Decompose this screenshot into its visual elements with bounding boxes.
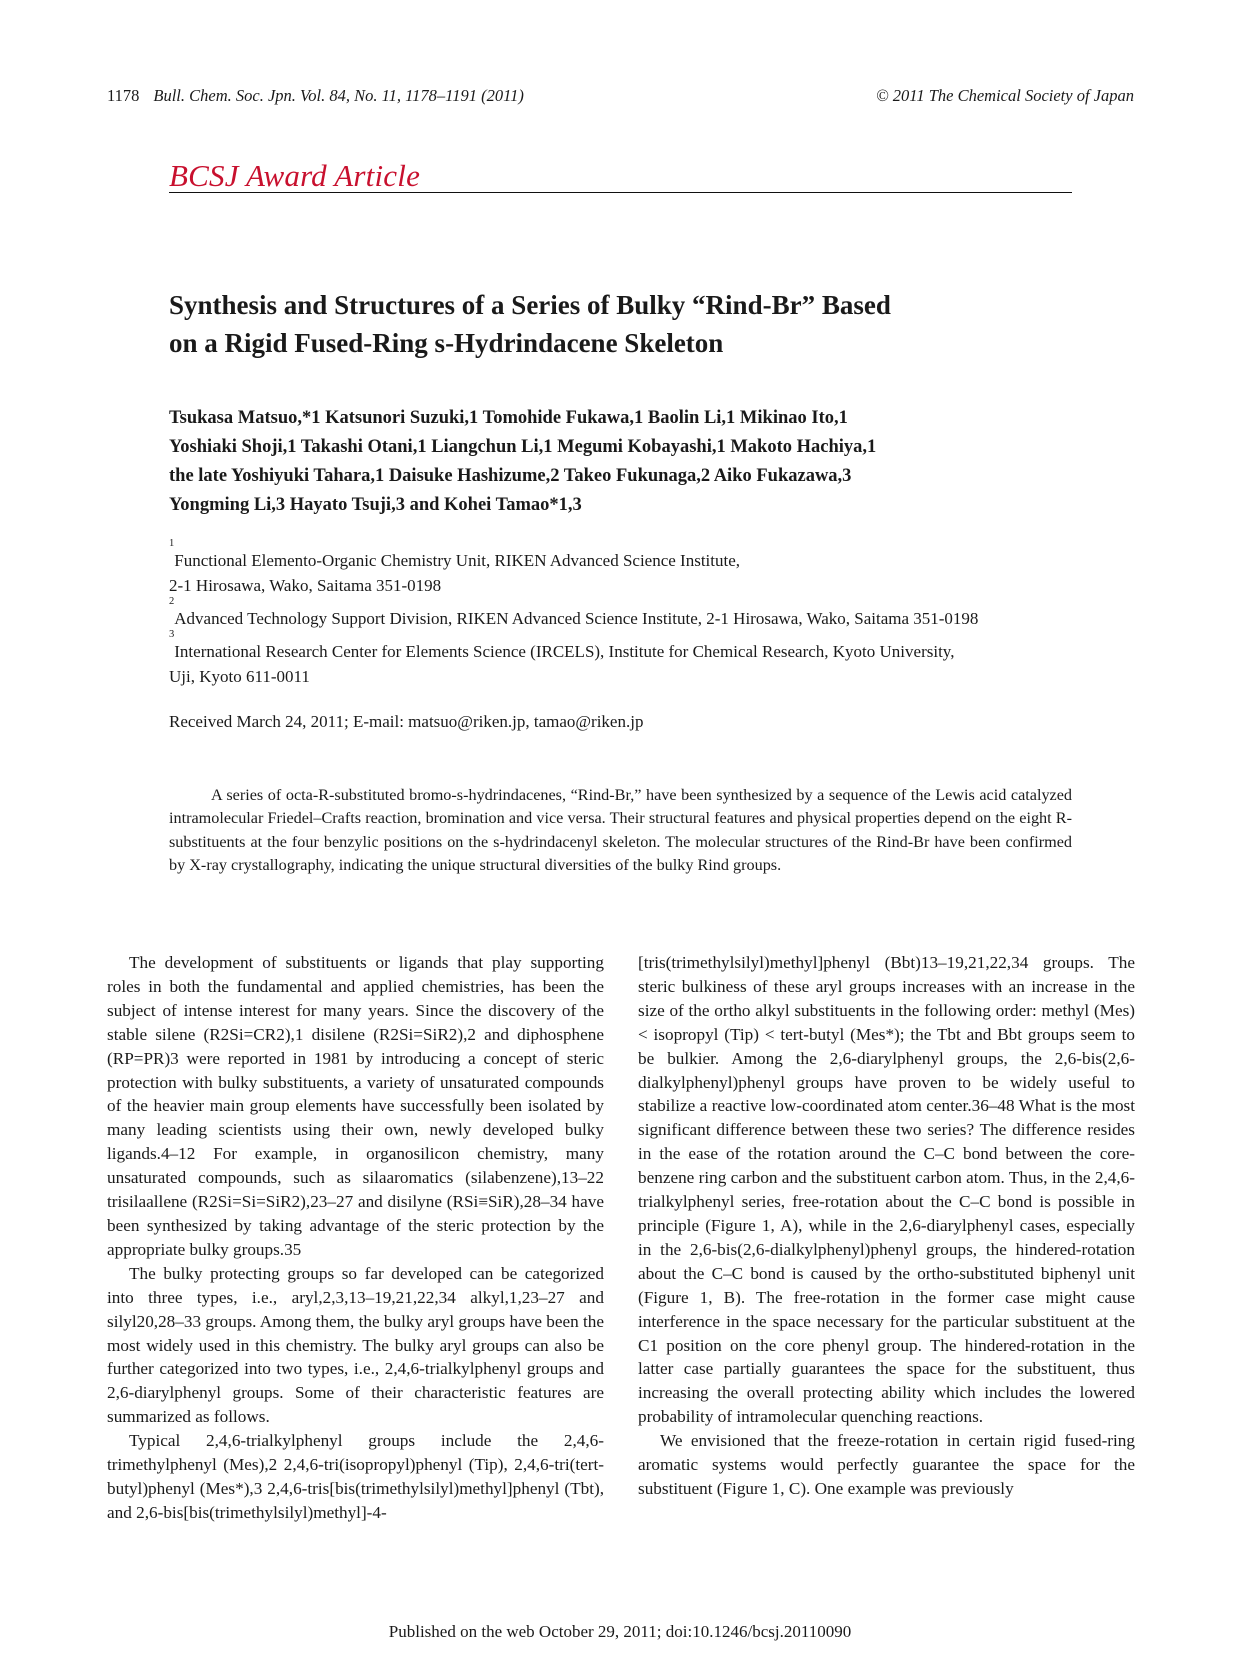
affiliation-mark: 3: [169, 629, 175, 641]
title-line: on a Rigid Fused-Ring s-Hydrindacene Skeleton: [169, 328, 724, 358]
abstract: A series of octa-R-substituted bromo-s-hydrindacenes, “Rind-Br,” have been synthesized by a sequence of the Lewis acid catalyzed intramolecular Friedel–Crafts reaction, bromination and vice versa. Their structural features and physical properties depend on the eight R-substituents at the four benzylic positions on the s-hydrindacenyl skeleton. The molecular structures of the Rind-Br have been confirmed by X-ray crystallography, indicating the unique structural diversities of the bulky Rind groups.: [169, 786, 1072, 874]
running-header: [107, 86, 1134, 110]
body-paragraph: We envisioned that the freeze-rotation in certain rigid fused-ring aromatic systems would perfectly guarantee the space for the substituent (Figure 1, C). One example was previously: [638, 1431, 1135, 1498]
received-and-email: Received March 24, 2011; E-mail: matsuo@riken.jp, tamao@riken.jp: [169, 712, 644, 731]
author-list: [169, 404, 1069, 520]
article-type-label: BCSJ Award Article: [169, 158, 421, 193]
body-paragraph: [tris(trimethylsilyl)methyl]phenyl (Bbt)13–19,21,22,34 groups. The steric bulkiness of these aryl groups increases with an increase in the size of the ortho alkyl substituents in the following order: methyl (Mes) < isopropyl (Tip) < tert-butyl (Mes*); the Tbt and Bbt groups seem to be bulkier. Among the 2,6-diarylphenyl groups, the 2,6-bis(2,6-dialkylphenyl)phenyl groups have proven to be widely useful to stabilize a reactive low-coordinated atom center.36–48 What is the most significant difference between these two series? The difference resides in the ease of the rotation around the C–C bond between the core-benzene ring carbon and the substituent carbon atom. Thus, in the 2,4,6-trialkylphenyl series, free-rotation about the C–C bond is possible in principle (Figure 1, A), while in the 2,6-diarylphenyl cases, especially in the 2,6-bis(2,6-dialkylphenyl)phenyl groups, the hindered-rotation about the C–C bond is caused by the ortho-substituted biphenyl unit (Figure 1, B). The free-rotation in the former case might cause interference in the space necessary for the particular substituent at the C1 position on the core phenyl group. The hindered-rotation in the latter case partially guarantees the space for the substituent, thus increasing the overall protecting ability which includes the lowered probability of intramolecular quenching reactions.: [638, 953, 1135, 1427]
body-paragraph: The bulky protecting groups so far developed can be categorized into three types, i.e., aryl,2,3,13–19,21,22,34 alkyl,1,23–27 and silyl20,28–33 groups. Among them, the bulky aryl groups have been the most widely used in this chemistry. The bulky aryl groups can also be further categorized into two types, i.e., 2,4,6-trialkylphenyl groups and 2,6-diarylphenyl groups. Some of their characteristic features are summarized as follows.: [107, 1263, 604, 1427]
affiliation-2: [169, 596, 1089, 631]
affiliation-mark: 2: [169, 596, 175, 608]
affiliation-text: 2-1 Hirosawa, Wako, Saitama 351-0198: [169, 576, 442, 595]
header-rule: [169, 192, 1072, 193]
affiliation-text: Advanced Technology Support Division, RIKEN Advanced Science Institute, 2-1 Hirosawa, Wako, Saitama 351-0198: [174, 609, 979, 628]
journal-citation: Bull. Chem. Soc. Jpn. Vol. 84, No. 11, 1178–1191 (2011): [153, 86, 524, 105]
author-line: the late Yoshiyuki Tahara,1 Daisuke Hashizume,2 Takeo Fukunaga,2 Aiko Fukazawa,3: [169, 466, 852, 486]
author-line: Yoshiaki Shoji,1 Takashi Otani,1 Liangchun Li,1 Megumi Kobayashi,1 Makoto Hachiya,1: [169, 437, 877, 457]
affiliation-text: Uji, Kyoto 611-0011: [169, 667, 310, 686]
article-title: [169, 286, 1069, 362]
header-left: [107, 86, 524, 106]
body-column-right: [638, 951, 1135, 1501]
copyright-notice: © 2011 The Chemical Society of Japan: [876, 86, 1134, 105]
page-number: 1178: [107, 86, 140, 105]
affiliation-text: International Research Center for Elements Science (IRCELS), Institute for Chemical Research, Kyoto University,: [174, 642, 955, 661]
affiliation-text: Functional Elemento-Organic Chemistry Unit, RIKEN Advanced Science Institute,: [174, 551, 741, 570]
body-column-left: [107, 951, 604, 1525]
affiliation-mark: 1: [169, 538, 175, 550]
body-paragraph: Typical 2,4,6-trialkylphenyl groups include the 2,4,6-trimethylphenyl (Mes),2 2,4,6-tri(isopropyl)phenyl (Tip), 2,4,6-tri(tert-butyl)phenyl (Mes*),3 2,4,6-tris[bis(trimethylsilyl)methyl]phenyl (Tbt), and 2,6-bis[bis(trimethylsilyl)methyl]-4-: [107, 1431, 604, 1522]
body-paragraph: The development of substituents or ligands that play supporting roles in both the fundamental and applied chemistries, has been the subject of intense interest for many years. Since the discovery of the stable silene (R2Si=CR2),1 disilene (R2Si=SiR2),2 and diphosphene (RP=PR)3 were reported in 1981 by introducing a concept of steric protection with bulky substituents, a variety of unsaturated compounds of the heavier main group elements have successfully been isolated by many leading scientists using their own, newly developed bulky ligands.4–12 For example, in organosilicon chemistry, many unsaturated compounds, such as silaaromatics (silabenzene),13–22 trisilaallene (R2Si=Si=SiR2),23–27 and disilyne (RSi≡SiR),28–34 have been synthesized by taking advantage of the steric protection by the appropriate bulky groups.35: [107, 953, 604, 1259]
author-line: Tsukasa Matsuo,*1 Katsunori Suzuki,1 Tomohide Fukawa,1 Baolin Li,1 Mikinao Ito,1: [169, 408, 848, 428]
title-line: Synthesis and Structures of a Series of Bulky “Rind-Br” Based: [169, 290, 891, 320]
publication-footer: Published on the web October 29, 2011; doi:10.1246/bcsj.20110090: [388, 1622, 852, 1641]
author-line: Yongming Li,3 Hayato Tsuji,3 and Kohei Tamao*1,3: [169, 495, 582, 515]
affiliations: [169, 538, 1089, 697]
affiliation-3: [169, 629, 1089, 689]
affiliation-1: [169, 538, 1089, 598]
